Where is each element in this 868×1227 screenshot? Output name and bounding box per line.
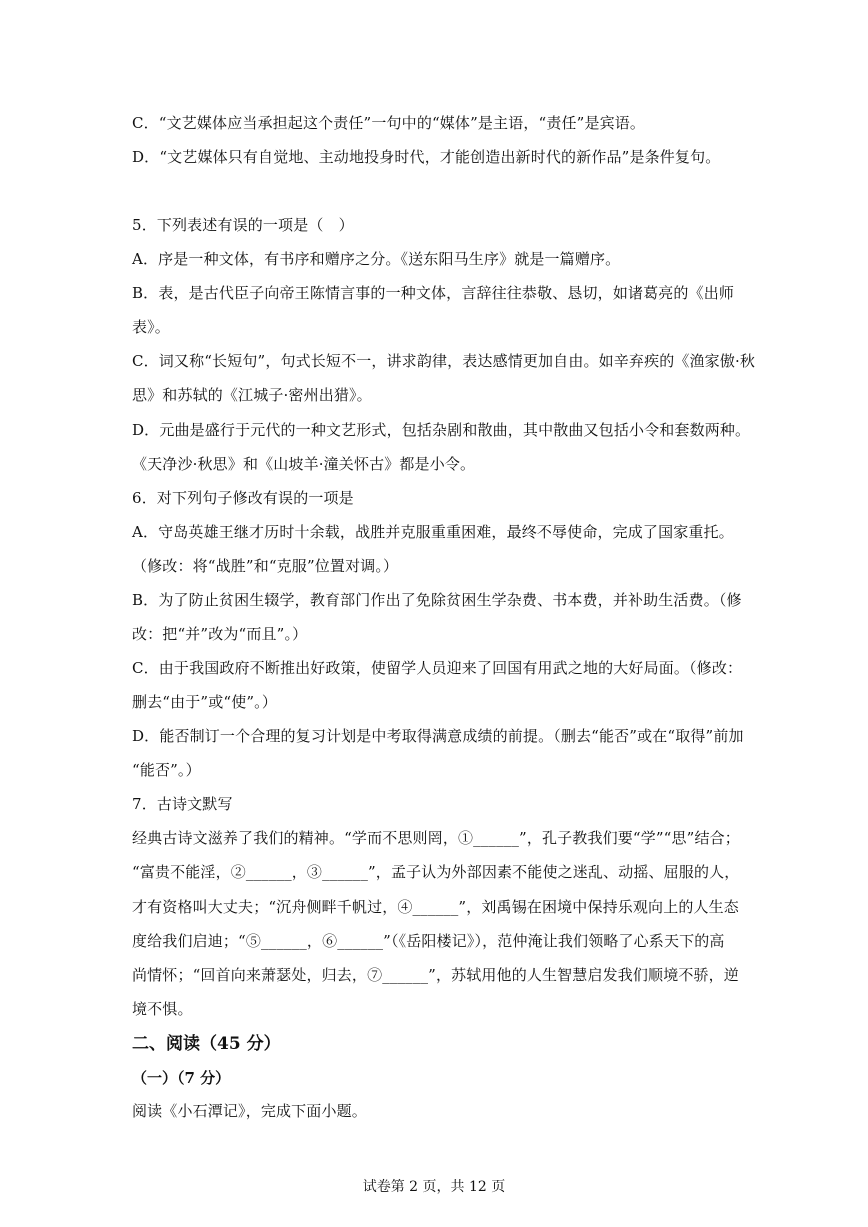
q5-option-b-line1: B．表，是古代臣子向帝王陈情言事的一种文体，言辞往往恭敬、恳切，如诸葛亮的《出师 xyxy=(132,284,735,302)
q5-option-c-line2: 思》和苏轼的《江城子·密州出猎》。 xyxy=(132,386,372,404)
q7-passage-line1: 经典古诗文滋养了我们的精神。“学而不思则罔，①______”，孔子教我们要“学”“思”结合； xyxy=(132,829,740,847)
q6-option-b-line1: B．为了防止贫困生辍学，教育部门作出了免除贫困生学杂费、书本费，并补助生活费。（修 xyxy=(132,591,742,609)
page-footer: 试卷第 2 页，共 12 页 xyxy=(362,1179,506,1195)
q5-option-d-line2: 《天净沙·秋思》和《山坡羊·潼关怀古》都是小令。 xyxy=(132,455,476,473)
q4-option-d: D．“文艺媒体只有自觉地、主动地投身时代，才能创造出新时代的新作品”是条件复句。 xyxy=(132,148,721,166)
q7-stem: 7．古诗文默写 xyxy=(132,795,233,813)
q6-option-c-line2: 删去“由于”或“使”。） xyxy=(132,693,277,711)
q6-option-a-line2: （修改：将“战胜”和“克服”位置对调。） xyxy=(132,557,399,575)
q5-option-d-line1: D．元曲是盛行于元代的一种文艺形式，包括杂剧和散曲，其中散曲又包括小令和套数两种。 xyxy=(132,421,751,439)
q7-passage-line5: 尚情怀；“回首向来萧瑟处，归去，⑦______”，苏轼用他的人生智慧启发我们顺境不骄，逆 xyxy=(132,966,739,984)
q5-option-b-line2: 表》。 xyxy=(132,318,170,336)
q6-option-b-line2: 改：把“并”改为“而且”。） xyxy=(132,625,308,643)
q4-option-c: C．“文艺媒体应当承担起这个责任”一句中的“媒体”是主语，“责任”是宾语。 xyxy=(132,114,646,132)
q6-option-a-line1: A．守岛英雄王继才历时十余载，战胜并克服重重困难，最终不辱使命，完成了国家重托。 xyxy=(132,523,734,541)
q6-option-d-line1: D．能否制订一个合理的复习计划是中考取得满意成绩的前提。（删去“能否”或在“取得”前加 xyxy=(132,727,744,745)
q6-option-d-line2: “能否”。） xyxy=(132,761,201,779)
q7-passage-line6: 境不惧。 xyxy=(132,1000,193,1018)
q7-passage-line4: 度给我们启迪；“⑤______，⑥______”（《岳阳楼记》），范仲淹让我们领略了心系天下的高 xyxy=(132,932,725,950)
q6-stem: 6．对下列句子修改有误的一项是 xyxy=(132,489,354,507)
q6-option-c-line1: C．由于我国政府不断推出好政策，使留学人员迎来了回国有用武之地的大好局面。（修改： xyxy=(132,659,743,677)
section-heading-reading: 二、阅读（45 分） xyxy=(132,1034,281,1054)
subsection-heading-1: （一）（7 分） xyxy=(132,1069,231,1087)
q7-passage-line2: “富贵不能淫，②______，③______”，孟子认为外部因素不能使之迷乱、动摇、屈服的人， xyxy=(132,863,740,881)
q5-stem: 5．下列表述有误的一项是（ ） xyxy=(132,216,354,234)
q5-option-c-line1: C．词又称“长短句”，句式长短不一，讲求韵律，表达感情更加自由。如辛弃疾的《渔家傲·秋 xyxy=(132,352,756,370)
q7-passage-line3: 才有资格叫大丈夫；“沉舟侧畔千帆过，④______”，刘禹锡在困境中保持乐观向上的人生态 xyxy=(132,898,739,916)
reading-instruction: 阅读《小石潭记》，完成下面小题。 xyxy=(132,1102,367,1120)
q5-option-a: A．序是一种文体，有书序和赠序之分。《送东阳马生序》就是一篇赠序。 xyxy=(132,250,621,268)
